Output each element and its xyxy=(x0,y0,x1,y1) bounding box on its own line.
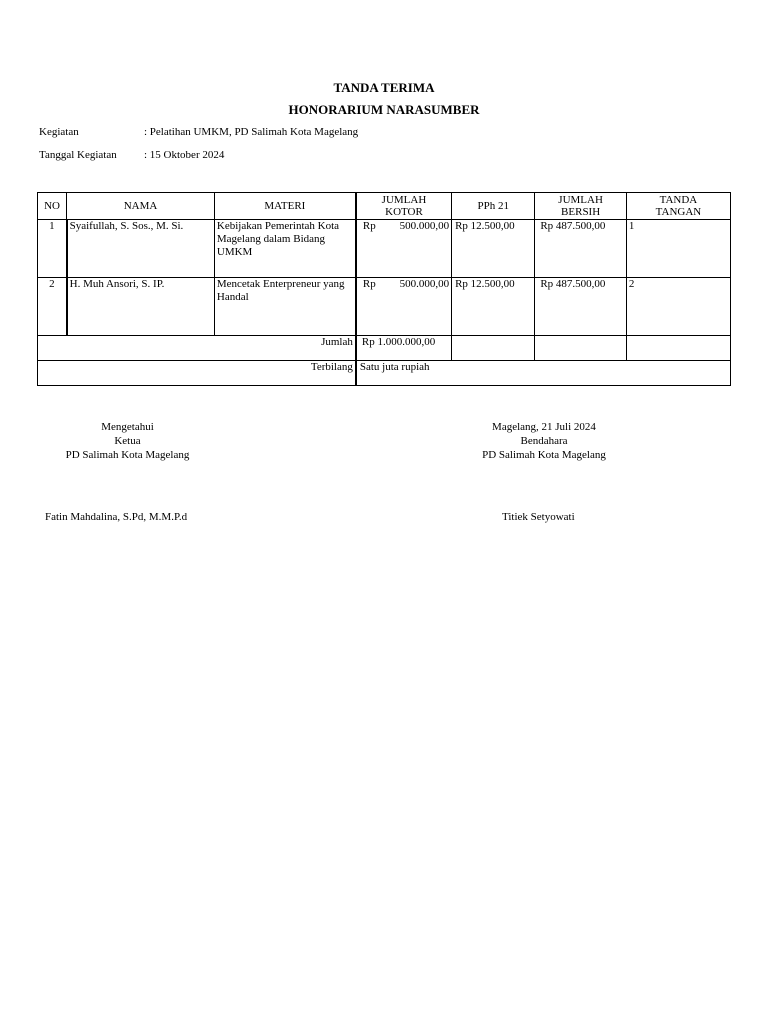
signer-name-bendahara: Titiek Setyowati xyxy=(502,511,575,523)
row-bersih: Rp 487.500,00 xyxy=(535,220,627,278)
signer-name-ketua: Fatin Mahdalina, S.Pd, M.M.P.d xyxy=(45,511,188,523)
header-bersih-line2: BERSIH xyxy=(561,206,601,218)
header-bersih-line1: JUMLAH xyxy=(558,194,603,206)
header-kotor-line1: JUMLAH xyxy=(381,194,427,206)
row-bersih: Rp 487.500,00 xyxy=(535,278,627,336)
sig-left-line1: Mengetahui xyxy=(101,421,154,433)
row-kotor-currency: Rp xyxy=(362,220,376,232)
header-jumlah-bersih xyxy=(535,193,627,220)
jumlah-ttd-empty xyxy=(626,336,730,361)
jumlah-bersih-empty xyxy=(535,336,627,361)
row-nama: H. Muh Ansori, S. IP. xyxy=(67,278,215,336)
jumlah-row xyxy=(38,336,731,361)
terbilang-label: Terbilang xyxy=(38,361,356,386)
tanggal-row xyxy=(39,149,224,161)
row-no: 2 xyxy=(38,278,67,336)
sig-left-line3: PD Salimah Kota Magelang xyxy=(65,449,190,461)
kegiatan-value: : Pelatihan UMKM, PD Salimah Kota Magelang xyxy=(144,126,359,138)
row-kotor-amount: 500.000,00 xyxy=(399,278,450,290)
row-no: 1 xyxy=(38,220,67,278)
table-row xyxy=(38,220,731,278)
table-header-row xyxy=(38,193,731,220)
row-materi: Mencetak Enterpreneur yang Handal xyxy=(214,278,356,336)
row-ttd: 1 xyxy=(626,220,730,278)
table-row xyxy=(38,278,731,336)
jumlah-label: Jumlah xyxy=(38,336,356,361)
row-ttd: 2 xyxy=(626,278,730,336)
sig-right-line1: Magelang, 21 Juli 2024 xyxy=(492,421,596,433)
sig-left-line2: Ketua xyxy=(114,435,141,447)
header-ttd-line1: TANDA xyxy=(659,194,698,206)
header-nama: NAMA xyxy=(67,193,215,220)
honorarium-table xyxy=(37,192,731,386)
header-tanda-tangan xyxy=(626,193,730,220)
terbilang-row xyxy=(38,361,731,386)
tanggal-value: : 15 Oktober 2024 xyxy=(144,149,225,161)
row-kotor xyxy=(356,278,452,336)
tanggal-label: Tanggal Kegiatan xyxy=(39,149,117,161)
header-no: NO xyxy=(38,193,67,220)
header-jumlah-kotor xyxy=(356,193,452,220)
row-kotor-currency: Rp xyxy=(362,278,376,290)
row-kotor-amount: 500.000,00 xyxy=(399,220,450,232)
sig-right-line3: PD Salimah Kota Magelang xyxy=(482,449,606,461)
jumlah-value: Rp 1.000.000,00 xyxy=(356,336,452,361)
document-subtitle: HONORARIUM NARASUMBER xyxy=(288,102,480,117)
header-pph: PPh 21 xyxy=(452,193,535,220)
row-materi: Kebijakan Pemerintah Kota Magelang dalam Bidang UMKM xyxy=(214,220,356,278)
header-materi: MATERI xyxy=(214,193,356,220)
row-pph: Rp 12.500,00 xyxy=(452,278,535,336)
signature-block-bendahara xyxy=(458,420,630,462)
header-ttd-line2: TANGAN xyxy=(655,206,702,218)
document-title: TANDA TERIMA xyxy=(333,80,435,95)
row-nama: Syaifullah, S. Sos., M. Si. xyxy=(67,220,215,278)
sig-right-line2: Bendahara xyxy=(520,435,568,447)
jumlah-pph-empty xyxy=(452,336,535,361)
row-kotor xyxy=(356,220,452,278)
kegiatan-row xyxy=(39,126,358,138)
row-pph: Rp 12.500,00 xyxy=(452,220,535,278)
kegiatan-label: Kegiatan xyxy=(39,126,79,138)
terbilang-value: Satu juta rupiah xyxy=(356,361,731,386)
header-kotor-line2: KOTOR xyxy=(385,206,423,218)
signature-block-ketua xyxy=(40,420,215,462)
